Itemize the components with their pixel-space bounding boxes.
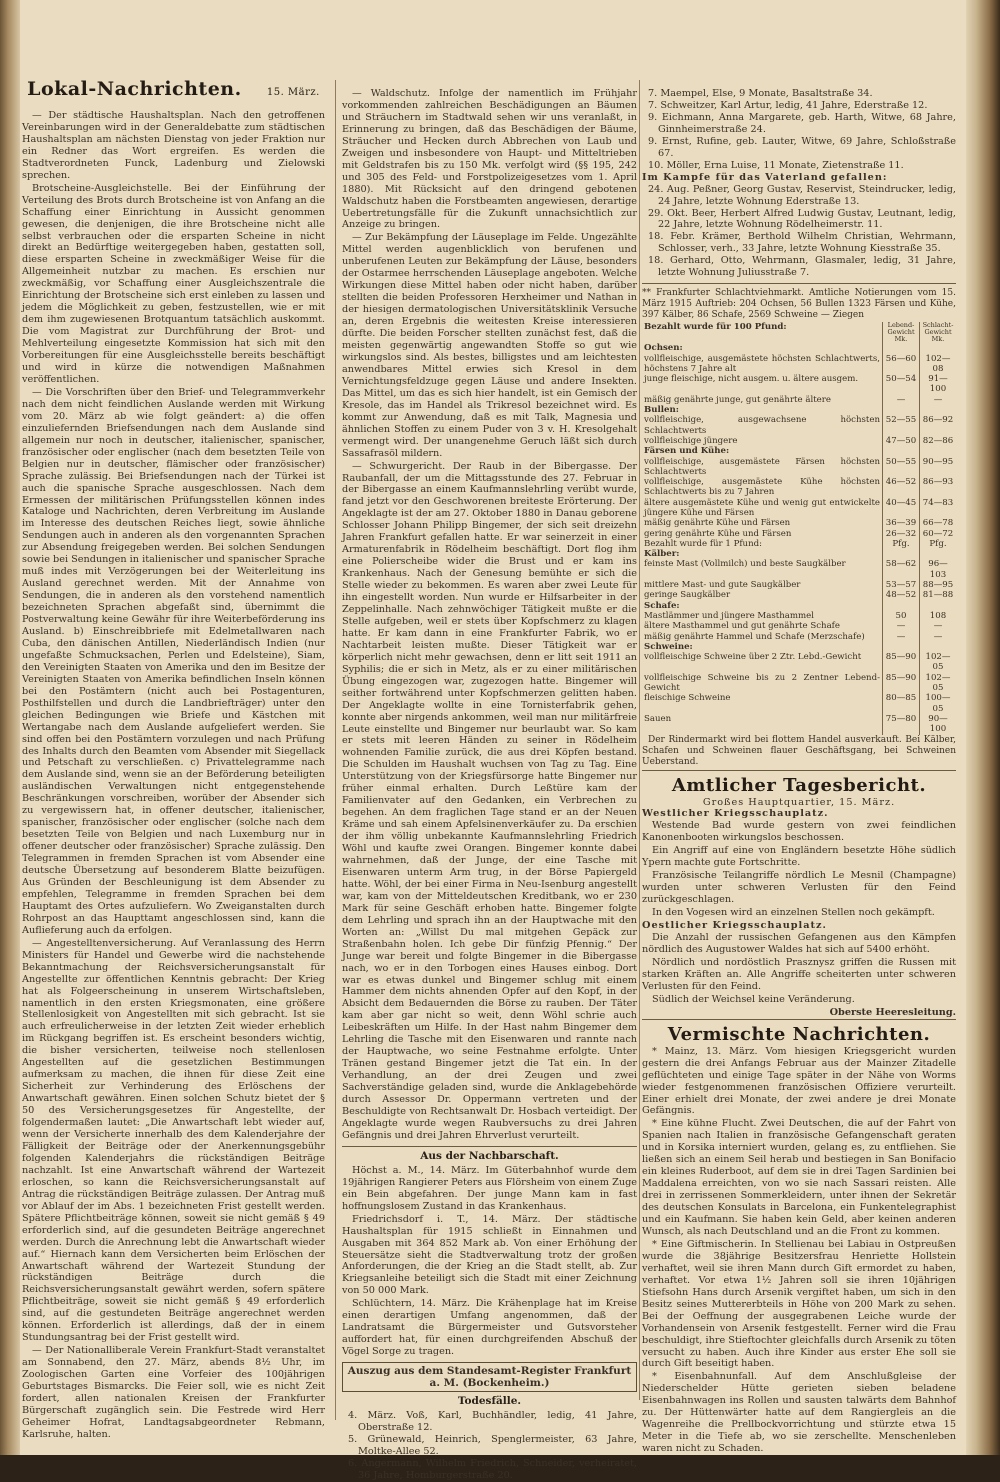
market-row <box>642 611 956 621</box>
market-row <box>642 539 956 549</box>
right-page-edge <box>966 0 1000 1455</box>
register-item: 6. Angermann, Wilhelm Friedrich, Schneider, verheiratet, 36 Jahre, Homburgerstraße 20. <box>348 1457 637 1481</box>
market-value-slaughter: 86—92 <box>920 415 957 436</box>
market-value-slaughter: 102—08 <box>920 354 957 375</box>
market-row-label: fleischige Schweine <box>644 693 731 704</box>
market-value-slaughter: 96—103 <box>920 559 957 580</box>
market-col-header-b: Schlacht-Gewicht Mk. <box>920 322 957 343</box>
article-paragraph: * Mainz, 13. März. Vom hiesigen Kriegsgericht wurden gestern die drei Anfangs Februar aus der Mainzer Zitadelle geflüchteten und einige Tage später in der Nähe von Worms wieder festgenommenen französischen Offiziere verurteilt. Einer erhielt drei Monate, der zwei andere je drei Monate Gefängnis. <box>642 1045 956 1117</box>
tagesbericht-place: Großes Hauptquartier, 15. März. <box>702 796 896 808</box>
market-value-live <box>883 446 920 456</box>
market-table <box>642 322 956 734</box>
market-row <box>642 457 956 478</box>
market-value-live <box>883 601 920 611</box>
market-row-label: mäßig genährte Kühe und Färsen <box>644 518 791 529</box>
market-value-slaughter: 91—100 <box>920 374 957 395</box>
market-value-slaughter <box>920 343 957 353</box>
market-value-live: Pfg. <box>883 539 920 549</box>
market-row <box>642 374 956 395</box>
market-row-label: junge fleischige, nicht ausgem. u. ältere ausgem. <box>644 374 859 385</box>
market-value-live: 36—39 <box>883 518 920 528</box>
market-row-label: vollfleischige, ausgewachsene höchsten Schlachtwerts <box>644 415 880 436</box>
fallen-item: 18. Gerhard, Otto, Wehrmann, Glasmaler, ledig, 31 Jahre, letzte Wohnung Juliusstraße 7. <box>648 255 956 279</box>
market-row <box>642 673 956 694</box>
market-pay-label: Bezahlt wurde für 100 Pfund: <box>644 322 787 333</box>
market-note: Der Rindermarkt wird bei flottem Handel ausverkauft. Bei Kälber, Schafen und Schweinen flauer Geschäftsgang, bei Schweinen Ueberstand. <box>642 735 956 771</box>
market-row-label: ältere Masthammel und gut genährte Schafe <box>644 621 840 632</box>
register-item: 7. Maempel, Else, 9 Monate, Basaltstraße 34. <box>648 88 873 99</box>
article-paragraph: * Eisenbahnunfall. Auf dem Anschlußgleise der Niederschelder Hütte gerieten sieben beladene Eisenbahnwagen ins Rollen und sausten talwärts dem Bahnhof zu. Der Hüttenwärter hatte auf dem Rangiergleis an die Wagenreihe die Prellbockvorrichtung und stürzte etwa 15 Meter in die Tiefe ab, wo sie zerschellte. Menschenleben waren nicht zu Schaden. <box>642 1371 956 1455</box>
article-paragraph: Nördlich und nordöstlich Prasznysz griffen die Russen mit starken Kräften an. Alle Angriffe scheiterten unter schweren Verlusten für den Feind. <box>642 956 956 992</box>
market-group-label: Kälber: <box>644 549 680 560</box>
column-rule-1 <box>335 80 336 1420</box>
article-paragraph: Schlüchtern, 14. März. Die Krähenplage hat im Kreise einen derartigen Umfang angenommen, daß der Landratsamt die Bürgermeister und Gutsvorsteher auffordert hat, für einen durchgreifenden Abschuß der Vögel Sorge zu tragen. <box>342 1298 637 1358</box>
market-row <box>642 601 956 611</box>
market-row-label: geringe Saugkälber <box>644 590 731 601</box>
market-value-slaughter: — <box>920 621 957 631</box>
register-item: 10. Möller, Erna Luise, 11 Monate, Zietenstraße 11. <box>648 159 904 171</box>
market-row <box>642 559 956 580</box>
market-value-live: 50—55 <box>883 457 920 478</box>
market-value-slaughter: 90—95 <box>920 457 957 478</box>
register-item: 9. Eichmann, Anna Margarete, geb. Harth, Witwe, 68 Jahre, Ginnheimerstraße 24. <box>648 111 956 135</box>
market-value-live: 53—57 <box>883 580 920 590</box>
market-row-label: ältere ausgemästete Kühe und wenig gut entwickelte jüngere Kühe und Färsen <box>644 497 880 518</box>
market-col-header-a: Lebend-Gewicht Mk. <box>883 322 920 343</box>
article-paragraph: — Der städtische Haushaltsplan. Nach den getroffenen Vereinbarungen wird in der Generaldebatte zum städtischen Haushaltsplan am nächsten Dienstag von jeder Fraktion nur ein Redner das Wort ergreifen. Es werden die Stadtverordneten Funck, Ladenburg und Zielowski sprechen. <box>22 110 325 181</box>
market-value-live: 80—85 <box>883 693 920 714</box>
market-row <box>642 621 956 631</box>
market-value-slaughter <box>920 601 957 611</box>
market-value-slaughter <box>920 549 957 559</box>
article-paragraph: — Der Nationalliberale Verein Frankfurt-Stadt veranstaltet am Sonnabend, den 27. März, abends 8½ Uhr, im Zoologischen Garten eine Vorfeier des 100jährigen Geburtstages Bismarcks. Die Feier soll, wie es nicht Zeit fordert, allen nationalen Kreisen der Frankfurter Bürgerschaft zugänglich sein. Die Festrede wird Herr Geheimer Hofrat, Landtagsabgeordneter Rebmann, Karlsruhe, halten. <box>22 1345 325 1440</box>
market-value-live: 47—50 <box>883 436 920 446</box>
market-row <box>642 693 956 714</box>
market-value-live: 52—55 <box>883 415 920 436</box>
register-item: 7. Schweitzer, Karl Artur, ledig, 41 Jahre, Ederstraße 12. <box>648 99 928 111</box>
market-row-label: feinste Mast (Vollmilch) und beste Saugkälber <box>644 559 846 570</box>
market-value-slaughter: 100—05 <box>920 693 957 714</box>
market-value-slaughter <box>920 642 957 652</box>
section-heading-tagesbericht: Amtlicher Tagesbericht. <box>671 774 927 796</box>
market-group-label: Schweine: <box>644 641 693 652</box>
article-paragraph: — Zur Bekämpfung der Läuseplage im Felde. Ungezählte Mittel werden augenblicklich von berufenen und unberufenen Leuten zur Bekämpfung der Läuse, besonders der Ostarmee herrschenden Läuseplage angeboten. Welche Wirkungen diese Mittel haben oder nicht haben, darüber stellten die beiden Professoren Herxheimer und Nathan in der hiesigen dermatologischen Universitätsklinik Versuche an, deren Ergebnis die weitesten Kreise interessieren dürfte. Die beiden Forscher stellten zunächst fest, daß die meisten gegenwärtig angewandten Stoffe so gut wie wirkungslos sind. Als bestes, billigstes und am leichtesten anwendbares Mittel erwies sich Kresol in dem Vernichtungsfeldzuge gegen Läuse und andere Insekten. Das Mittel, um das es sich hier handelt, ist ein Gemisch der Kresole, das im Handel als Trikresol bezeichnet wird. Es kommt zur Anwendung, daß es mit Talk, Magnesia und ähnlichen Stoffen zu einem Puder von 3 v. H. Kresolgehalt vermengt wird. Der unangenehme Geruch läßt sich durch Sassafrasöl mildern. <box>342 232 637 459</box>
market-row <box>642 436 956 446</box>
register-heading-box: Auszug aus dem Standesamt-Register Frankfurt a. M. (Bockenheim.) <box>342 1362 637 1392</box>
market-row-label: mittlere Mast- und gute Saugkälber <box>644 580 801 591</box>
column-lokal-nachrichten <box>22 78 325 1440</box>
market-value-live: 46—52 <box>883 477 920 498</box>
market-row-label: mäßig genährte junge, gut genährte ältere <box>644 394 831 405</box>
market-value-live <box>883 549 920 559</box>
market-value-slaughter <box>920 446 957 456</box>
section-heading-vermischte: Vermischte Nachrichten. <box>667 1023 931 1045</box>
market-group-label: Ochsen: <box>644 343 683 354</box>
market-row <box>642 714 956 735</box>
market-row-label: vollfleischige, ausgemästete Färsen höchsten Schlachtwerts <box>644 456 880 477</box>
article-paragraph: — Schwurgericht. Der Raub in der Bibergasse. Der Raubanfall, der um die Mittagsstunde des 27. Februar in der Bibergasse an einem Kaufmannslehrling verübt wurde, fand jetzt vor den Geschworenen breiteste Erörterung. Der Angeklagte ist der am 27. Oktober 1880 in Danau geborene Schlosser Johann Philipp Bingemer, der sich seit dreizehn Jahren Frankfurt gefallen hatte. Er war seinerzeit in einer Armaturenfabrik in Rödelheim beschäftigt. Dort flog ihm eine Polierscheibe wider die Brust und er kam ins Krankenhaus. Nach der Genesung bemühte er sich die Stelle wieder zu bekommen. Es waren aber zwei Leute für ihn eingestellt worden. Nun wurde er Hilfsarbeiter in der Zeppelinhalle. Nach zehnwöchiger Tätigkeit mußte er die Stelle aufgeben, weil er stets über Kopfschmerz zu klagen hatte. Er kam dann in eine Frankfurter Fabrik, wo er Nachtarbeit leisten mußte. Dieser Tätigkeit war er körperlich nicht mehr gewachsen, denn er litt seit 1911 an Syphilis; die er sich in Metz, als er zu einer militärischen Übung eingezogen war, zugezogen hatte. Bingemer will seither fortwährend unter Kopfschmerzen gelitten haben. Der Angeklagte wollte in eine Tornisterfabrik gehen, konnte aber nirgends ankommen, weil man nur militärfreie Leute einstellte und Bingemer nur beurlaubt war. So kam er stets mit leeren Händen zu seiner in Rödelheim wohnenden Familie zurück, die aus drei Köpfen bestand. Die Schulden im Haushalt wuchsen von Tag zu Tag. Eine Unterstützung von der Kriegsfürsorge hatte Bingemer nur früher einmal erhalten. Durch Leßtüre kam der Familienvater auf den Gedanken, ein Verbrechen zu begehen. An dem fraglichen Tage stand er an der Neuen Kräme und sah einem Apfelsinenverkäufer zu. Da erschien der ihm völlig unbekannte Kaufmannslehrling Friedrich Wöhl und kaufte zwei Orangen. Bingemer konnte dabei wahrnehmen, daß der Junge, der eine Tasche mit Eisenwaren unterm Arm trug, in der Börse Papiergeld hatte. Wöhl, der bei einer Firma in Neu-Isenburg angestellt war, kam von der Mitteldeutschen Kreditbank, wo er 230 Mark für seine Geschäft erhoben hatte. Bingemer folgte dem Lehrling und sprach ihn an der Hauptwache mit den Worten an: „Willst Du mal mitgehen Gepäck zur Straßenbahn holen. Ich gebe Dir fünfzig Pfennig.“ Der Junge war bereit und folgte Bingemer in die Bibergasse nach, wo er in den Torbogen eines Hauses einbog. Dort war es etwas dunkel und Bingemer schlug mit einem Hammer dem nichts ahnenden Opfer auf den Kopf, in der Absicht dem Bedauernden die Börse zu rauben. Der Täter kam aber gar nicht so weit, denn Wöhl schrie auch Leibeskräften um Hilfe. In der Hast nahm Bingemer dem Lehrling die Tasche mit den Eisenwaren und rannte nach der Hauptwache, wo seine Festnahme erfolgte. Unter Tränen gestand Bingemer jetzt die Tat ein. In der Verhandlung, an der drei Zeugen und zwei Sachverständige geladen sind, wurde die Anklagebehörde durch Assessor Dr. Oppermann vertreten und der Beschuldigte von Rechtsanwalt Dr. Hosbach verteidigt. Der Angeklagte wurde wegen Raubversuchs zu drei Jahren Gefängnis und drei Jahren Ehrverlust verurteilt. <box>342 460 637 1141</box>
market-row <box>642 549 956 559</box>
market-row-label: vollfleischige Schweine über 2 Ztr. Lebd.-Gewicht <box>644 652 862 663</box>
register-item: 9. Ernst, Rufine, geb. Lauter, Witwe, 69 Jahre, Schloßstraße 67. <box>648 135 956 159</box>
column-right <box>642 88 956 1455</box>
divider <box>642 283 956 284</box>
register-subheading: Todesfälle. <box>457 1395 522 1408</box>
market-value-live: — <box>883 621 920 631</box>
article-paragraph: Die Anzahl der russischen Gefangenen aus den Kämpfen nördlich des Augustower Waldes hat sich auf 5400 erhöht. <box>642 932 956 955</box>
market-value-slaughter: 108 <box>920 611 957 621</box>
market-value-slaughter: — <box>920 632 957 642</box>
heading-title: Lokal-Nachrichten. <box>27 78 242 100</box>
market-value-slaughter: 81—88 <box>920 590 957 600</box>
market-value-live <box>883 642 920 652</box>
market-value-live: 56—60 <box>883 354 920 375</box>
market-value-slaughter: 86—93 <box>920 477 957 498</box>
market-group-label: Schafe: <box>644 600 680 611</box>
left-page-edge <box>0 0 20 1455</box>
market-value-slaughter: 102—05 <box>920 652 957 673</box>
article-paragraph: Südlich der Weichsel keine Veränderung. <box>652 993 855 1005</box>
market-value-slaughter: 102—05 <box>920 673 957 694</box>
market-row <box>642 518 956 528</box>
article-paragraph: Brotscheine-Ausgleichstelle. Bei der Einführung der Verteilung des Brots durch Brotscheine ist von Anfang an die Schaffung einer Einrichtung in Aussicht genommen gewesen, die denjenigen, die ihre Brotscheine nicht alle selbst verbrauchen oder die ersparten Scheine in nicht direkt an Bedürftige weitergegeben haben, gestatten soll, diese ersparten Scheine in zweckmäßiger Weise für die Allgemeinheit nutzbar zu machen. Es erschien nur zweckmäßig, vor Schaffung einer Ausgleichszentrale die Einrichtung der Brotscheine sich erst einleben zu lassen und jedem die Möglichkeit zu geben, festzustellen, wie er mit dem ihm zugewiesenen Brotquantum tatsächlich auskommt. Die vom Magistrat zur Durchführung der Brot- und Mehlverteilung eingesetzte Kommission hat sich mit den Vorbereitungen für eine Ausgleichsstelle bereits beschäftigt und wird in kürze die notwendigen Maßnahmen veröffentlichen. <box>22 182 325 385</box>
market-value-live: — <box>883 395 920 405</box>
market-group-label: Färsen und Kühe: <box>644 446 730 457</box>
fallen-item: 18. Febr. Krämer, Berthold Wilhelm Christian, Wehrmann, Schlosser, verh., 33 Jahre, letzte Wohnung Kiesstraße 35. <box>648 231 956 255</box>
market-row <box>642 632 956 642</box>
market-value-live: 40—45 <box>883 498 920 519</box>
market-row <box>642 642 956 652</box>
market-value-slaughter: 60—72 <box>920 529 957 539</box>
market-row <box>642 529 956 539</box>
market-row-label: gering genährte Kühe und Färsen <box>644 528 792 539</box>
article-paragraph: In den Vogesen wird an einzelnen Stellen noch gekämpft. <box>652 907 935 919</box>
article-paragraph: * Eine Giftmischerin. In Stellienau bei Labiau in Ostpreußen wurde die 38jährige Besitzersfrau Henriette Hollstein verhaftet, weil sie ihren Mann durch Gift ermordet zu haben, verhaftet. Vor etwa 1½ Jahren soll sie ihren 10jährigen Stiefsohn Hans durch Arsenik vergiftet haben, um sich in den Besitz seines Muttererbteils in Höhe von 200 Mark zu sehen. Bei der Oeffnung der ausgegrabenen Leiche wurde der Vorhandensein von Arsenik festgestellt. Ferner wird die Frau beschuldigt, ihre Stieftochter gleichfalls durch Arsenik zu töten versucht zu haben. Auch ihre Kinder aus erster Ehe soll sie durch Gift beseitigt haben. <box>642 1238 956 1370</box>
article-paragraph: Höchst a. M., 14. März. Im Güterbahnhof wurde dem 19jährigen Rangierer Peters aus Flörsheim von einem Zuge ein Bein abgefahren. Der junge Mann kam in fast hoffnungslosem Zustand in das Krankenhaus. <box>342 1164 637 1212</box>
market-value-slaughter: 90—100 <box>920 714 957 735</box>
market-intro: ** Frankfurter Schlachtviehmarkt. Amtliche Notierungen vom 15. März 1915 Auftrieb: 204 Ochsen, 56 Bullen 1323 Färsen und Kühe, 397 Kälber, 86 Schafe, 2569 Schweine — Ziegen <box>642 288 956 321</box>
market-row-label: Sauen <box>644 713 672 724</box>
market-value-live <box>883 343 920 353</box>
article-paragraph: Französische Teilangriffe nördlich Le Mesnil (Champagne) wurden unter schweren Verlusten für den Feind zurückgeschlagen. <box>642 870 956 906</box>
heading-date: 15. März. <box>266 87 320 98</box>
market-row-label: mäßig genährte Hammel und Schafe (Merzschafe) <box>644 631 865 642</box>
market-group-label: Bullen: <box>644 405 679 416</box>
market-value-live: 75—80 <box>883 714 920 735</box>
section-heading-nachbarschaft: Aus der Nachbarschaft. <box>420 1149 559 1162</box>
market-row <box>642 405 956 415</box>
market-row <box>642 343 956 353</box>
market-row <box>642 590 956 600</box>
market-value-slaughter: 66—78 <box>920 518 957 528</box>
market-row <box>642 446 956 456</box>
column-middle <box>342 88 637 1481</box>
tagesbericht-west-heading: Westlicher Kriegsschauplatz. <box>642 808 829 820</box>
divider <box>342 1146 637 1147</box>
market-value-live: 50—54 <box>883 374 920 395</box>
market-row-label: vollfleischige, ausgemästete Kühe höchsten Schlachtwerts bis zu 7 Jahren <box>644 477 880 498</box>
column-rule-2 <box>639 80 640 1400</box>
section-heading-lokal <box>22 78 325 104</box>
market-value-live: 26—32 <box>883 529 920 539</box>
market-value-slaughter: — <box>920 395 957 405</box>
fallen-item: 29. Okt. Beer, Herbert Alfred Ludwig Gustav, Leutnant, ledig, 22 Jahre, letzte Wohnung Rödelheimerstr. 11. <box>648 207 956 231</box>
fallen-heading: Im Kampfe für das Vaterland gefallen: <box>642 171 888 183</box>
article-paragraph: — Angestelltenversicherung. Auf Veranlassung des Herrn Ministers für Handel und Gewerbe wird die nachstehende Bekanntmachung der Reichsversicherungsanstalt für Angestellte zur öffentlichen Kenntnis gebracht: Der Krieg hat als Folgeerscheinung in unserem Wirtschaftsleben, namentlich in den ersten Kriegsmonaten, eine größere Stellenlosigkeit von Angestellten mit sich gebracht. Ist sie auch erfreulicherweise in der letzten Zeit wieder erheblich im Rückgang begriffen ist. Es erscheint besonders wichtig, die bisher versicherten, teilweise noch stellenlosen Angestellten auf die gesetzlichen Bestimmungen aufmerksam zu machen, die ihnen für diese Zeit eine Sicherheit zur Verhinderung des Erlöschens der Anwartschaft gewähren. Einen solchen Schutz bietet der § 50 des Versicherungsgesetzes für Angestellte, der folgendermaßen lautet: „Die Anwartschaft lebt wieder auf, wenn der Versicherte innerhalb des dem Kalenderjahre der Fälligkeit der Beiträge oder der Anerkennungsgebühr folgenden Kalenderjahrs die rückständigen Beiträge nachzahlt. Ist eine Anwartschaft während der Wartezeit erloschen, so kann die Reichsversicherungsanstalt auf Antrag die rückständigen Beiträge zulassen. Der Antrag muß vor Ablauf der im Abs. 1 bezeichneten Frist gestellt werden. Spätere Pflichtbeiträge können, soweit sie nicht gemäß § 49 erforderlich sind, auf die gesundeten Beiträge angerechnet werden. Durch die Anrechnung lebt die Anwartschaft wieder auf.“ Hiernach kann dem Versicherten beim Erlöschen der Anwartschaft während der Wartezeit Stundung der rückständigen Beiträge durch die Reichsversicherungsanstalt gewährt werden, sofern spätere Pflichtbeiträge, soweit sie nicht gemäß § 49 erforderlich sind, auf die gestundeten Beiträge angerechnet werden können. Erforderlich ist allerdings, daß der in einem Stundungsantrag bei der Frist gestellt wird. <box>22 937 325 1344</box>
fallen-item: 24. Aug. Peßner, Georg Gustav, Reservist, Steindrucker, ledig, 24 Jahre, letzte Wohnung Ederstraße 13. <box>648 183 956 207</box>
article-paragraph: Ein Angriff auf eine von Engländern besetzte Höhe südlich Ypern machte gute Fortschritte. <box>642 845 956 869</box>
register-item: 5. Grünewald, Heinrich, Spenglermeister, 63 Jahre, Moltke-Allee 52. <box>348 1433 637 1457</box>
market-value-slaughter <box>920 405 957 415</box>
market-row <box>642 415 956 436</box>
article-paragraph: — Waldschutz. Infolge der namentlich im Frühjahr vorkommenden zahlreichen Beschädigungen an Bäumen und Sträuchern im Stadtwald sehen wir uns veranlaßt, in Erinnerung zu bringen, daß das Beschädigen der Bäume, Sträucher und Hecken durch Abbrechen von Laub und Zweigen und insbesondere von Haupt- und Mitteltrieben mit Geldstrafen bis zu 150 Mk. verfolgt wird (§§ 195, 242 und 305 des Feld- und Forstpolizeigesetzes vom 1. April 1880). Mit Rücksicht auf den dringend gebotenen Waldschutz haben die Forstbeamten angewiesen, derartige Uebertretungsfälle für die Zukunft unnachsichtlich zur Anzeige zu bringen. <box>342 88 637 231</box>
market-row <box>642 395 956 405</box>
market-row <box>642 498 956 519</box>
market-value-slaughter: 82—86 <box>920 436 957 446</box>
market-row <box>642 652 956 673</box>
market-value-slaughter: Pfg. <box>920 539 957 549</box>
market-row <box>642 477 956 498</box>
market-value-live: 85—90 <box>883 673 920 694</box>
market-value-live <box>883 405 920 415</box>
market-value-live: 50 <box>883 611 920 621</box>
tagesbericht-signature: Oberste Heeresleitung. <box>642 1007 956 1020</box>
market-row <box>642 354 956 375</box>
register-item: 4. März. Voß, Karl, Buchhändler, ledig, 41 Jahre, Oberstraße 12. <box>348 1410 637 1433</box>
article-paragraph: Westende Bad wurde gestern von zwei feindlichen Kanonenbooten wirkungslos beschossen. <box>642 820 956 844</box>
market-value-live: — <box>883 632 920 642</box>
market-value-live: 48—52 <box>883 590 920 600</box>
market-value-slaughter: 74—83 <box>920 498 957 519</box>
article-paragraph: * Eine kühne Flucht. Zwei Deutschen, die auf der Fahrt von Spanien nach Italien in französische Gefangenschaft geraten und in Korsika interniert wurden, gelang es, zu entfliehen. Sie ließen sich an einem Seil herab und bestiegen in San Bonifacio ein kleines Ruderboot, auf dem sie in drei Tagen Sardinien bei Maddalena erreichten, von wo sie nach Sassari reisten. Alle drei in zerrissenen Sommerkleidern, unter ihnen der Sekretär des deutschen Konsulats in Barcelona, ein Funkentelegraphist und ein Kaufmann. Sie haben kein Geld, aber keinen anderen Wunsch, als nach Deutschland und an die Front zu kommen. <box>642 1118 956 1237</box>
market-row-label: vollfleischige, ausgemästete höchsten Schlachtwerts, höchstens 7 Jahre alt <box>644 353 880 374</box>
market-row-label: Mastlämmer und jüngere Masthammel <box>644 610 815 621</box>
market-value-live: 58—62 <box>883 559 920 580</box>
market-row-label: Bezahlt wurde für 1 Pfund: <box>644 538 763 549</box>
market-row <box>642 580 956 590</box>
tagesbericht-ost-heading: Oestlicher Kriegsschauplatz. <box>642 920 827 932</box>
market-value-slaughter: 88—95 <box>920 580 957 590</box>
market-value-live: 85—90 <box>883 652 920 673</box>
article-paragraph: Friedrichsdorf i. T., 14. März. Der städtische Haushaltsplan für 1915 schließt in Einnahmen und Ausgaben mit 364 852 Mark ab. Von einer Erhöhung der Steuersätze sieht die Stadtverwaltung trotz der großen Anforderungen, die der Krieg an die Stadt stellt, ab. Zur Kriegsanleihe beteiligt sich die Stadt mit einer Zeichnung von 50 000 Mark. <box>342 1213 637 1297</box>
article-paragraph: — Die Vorschriften über den Brief- und Telegrammverkehr nach dem nicht feindlichen Auslande werden mit Wirkung vom 20. März ab wie folgt geändert: a) die offen einzuliefernden Briefsendungen nach dem Auslande sind allgemein nur noch in deutscher, italienischer, spanischer, französischer oder englischer (nach dem besetzten Teile von Belgien nur in deutscher, flämischer oder französischer) Sprache zulässig. Bei Briefsendungen nach der Türkei ist auch die spanische Sprache ausgeschlossen. Nach dem Ermessen der militärischen Prüfungsstellen können indes Kataloge und Nachrichten, deren Verbreitung im Auslande im Interesse des deutschen Reiches liegt, sowie ähnliche Sendungen auch in anderen als den vorgenannten Sprachen zur Absendung freigegeben werden. Bei solchen Sendungen sowie bei Sendungen in italienischer und spanischer Sprache muß indes mit Verzögerungen bei der Weiterleitung ins Ausland gerechnet werden. Mit der Annahme von Sendungen, die in anderen als den vorstehend namentlich bezeichneten Sprachen abgefaßt sind, übernimmt die Postverwaltung keine Gewähr für ihre Weiterbeförderung ins Ausland. b) Einschreibbriefe mit Edelmetallwaren nach Cuba, den dänischen Antillen, Niederländisch Indien (nur ungefaßte Schmucksachen, Perlen und Edelsteine), Siam, den Vereinigten Staaten von Amerika und den im Besitze der Vereinigten Staaten von Amerika befindlichen Inseln können bei den Postämtern (nicht auch bei Postagenturen, Posthilfstellen und durch die Landbriefträger) unter den gleichen Bedingungen wie Briefe und Kästchen mit Wertangabe nach dem Auslande aufgeliefert werden. Sie sind offen bei den Postämtern vorzulegen und nach Prüfung des Inhalts durch den Beamten vom Absender mit Siegellack und Petschaft zu verschließen. c) Privattelegramme nach dem Auslande sind, wenn sie an der Beförderung beteiligten ausländischen Verwaltungen nicht entgegenstehende Beschränkungen vorschreiben, worüber der Absender sich zu vergewissern hat, in offener deutscher, italienischer, spanischer, französischer oder englischer (solche nach dem besetzten Teile von Belgien und nach Luxemburg nur in offener deutscher oder französischer) Sprache zulässig. Den Telegrammen in fremden Sprachen ist vom Absender eine deutsche Übersetzung auf besonderem Blatte beizufügen. Aus Gründen der Beschleunigung ist dem Absender zu empfehlen, Telegramme in fremden Sprachen bei dem Hauptamt des Ortes aufzuliefern. Wo Zweiganstalten durch Rohrpost an das Haupttamt angeschlossen sind, kann die Auflieferung auch da erfolgen. <box>22 386 325 936</box>
market-row-label: vollfleischige Schweine bis zu 2 Zentner Lebend-Gewicht <box>644 672 880 694</box>
market-row-label: vollfleischige jüngere <box>644 435 738 446</box>
